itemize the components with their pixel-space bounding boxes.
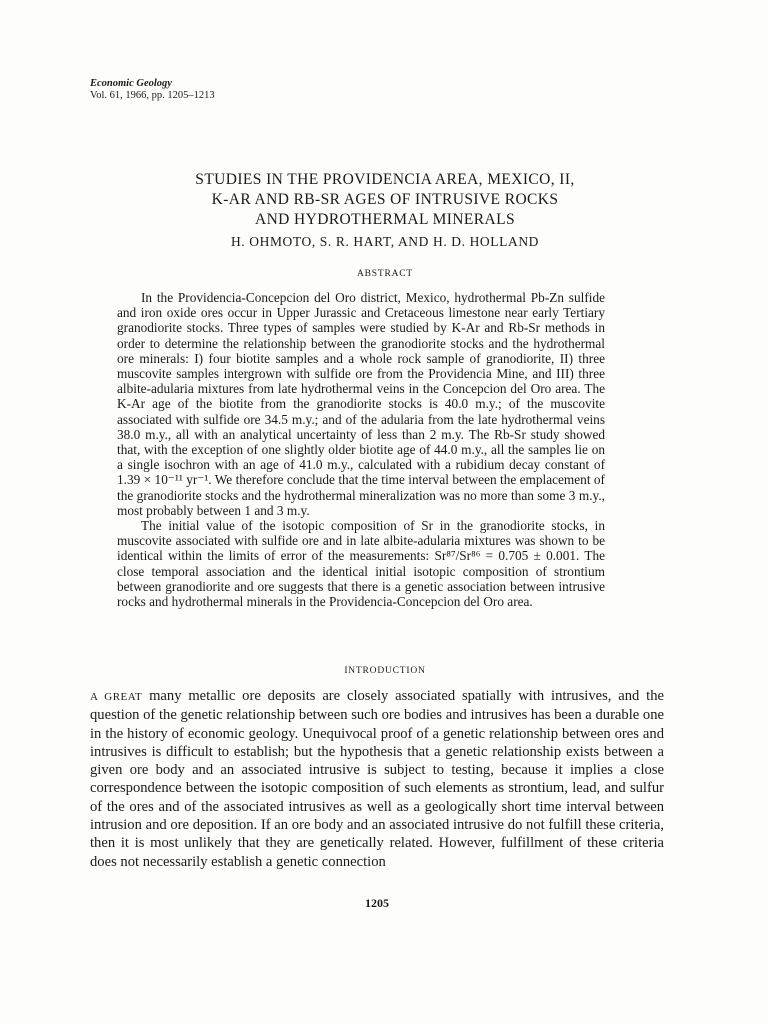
title-line-1: STUDIES IN THE PROVIDENCIA AREA, MEXICO, II, bbox=[195, 171, 575, 188]
abstract-body bbox=[117, 290, 605, 609]
paper-authors: H. OHMOTO, S. R. HART, AND H. D. HOLLAND bbox=[230, 234, 540, 249]
page-number: 1205 bbox=[365, 896, 389, 910]
introduction-body bbox=[90, 687, 664, 871]
abstract-heading: ABSTRACT bbox=[356, 269, 414, 279]
introduction-lead-words: A GREAT bbox=[90, 691, 143, 703]
journal-citation bbox=[90, 78, 215, 102]
title-line-3: AND HYDROTHERMAL MINERALS bbox=[254, 211, 515, 228]
introduction-paragraph bbox=[90, 687, 664, 871]
title-line-2: K-AR AND RB-SR AGES OF INTRUSIVE ROCKS bbox=[211, 191, 559, 208]
abstract-paragraph-1: In the Providencia-Concepcion del Oro district, Mexico, hydrothermal Pb-Zn sulfide and iron oxide ores occur in Upper Jurassic and Cretaceous limestone near early Tertiary granodiorite stocks. Three types of samples were studied by K-Ar and Rb-Sr methods in order to determine the relationship between the granodiorite stocks and the hydrothermal ore minerals: I) four biotite samples and a whole rock sample of granodiorite, II) three muscovite samples intergrown with sulfide ore from the Providencia Mine, and III) three albite-adularia mixtures from late hydrothermal veins in the Concepcion del Oro area. The K-Ar age of the biotite from the granodiorite stocks is 40.0 m.y.; of the muscovite associated with sulfide ore 34.5 m.y.; and of the adularia from the late hydrothermal veins 38.0 m.y., all with an analytical uncertainty of less than 2 m.y. The Rb-Sr study showed that, with the exception of one slightly older biotite age of 44.0 m.y., all the samples lie on a single isochron with an age of 41.0 m.y., calculated with a rubidium decay constant of 1.39 × 10⁻¹¹ yr⁻¹. We therefore conclude that the time interval between the emplacement of the granodiorite stocks and the hydrothermal mineralization was no more than some 3 m.y., most probably between 1 and 3 m.y. bbox=[117, 290, 605, 518]
introduction-text: many metallic ore deposits are closely associated spatially with intrusives, and the question of the genetic relationship between such ore bodies and intrusives has been a durable one in the history of economic geology. Unequivocal proof of a genetic relationship between ores and intrusives is difficult to establish; but the hypothesis that a genetic relationship exists between a given ore body and an associated intrusive is subject to testing, because it implies a close correspondence between the isotopic composition of such elements as strontium, lead, and sulfur of the ores and of the associated intrusives as well as a geologically short time interval between intrusion and ore deposition. If an ore body and an associated intrusive do not fulfill these criteria, then it is most unlikely that they are genetically related. However, fulfillment of these criteria does not necessarily establish a genetic connection bbox=[90, 688, 665, 870]
journal-volume: Vol. 61, 1966, pp. 1205–1213 bbox=[90, 90, 215, 101]
introduction-heading: INTRODUCTION bbox=[344, 666, 426, 676]
journal-name: Economic Geology bbox=[90, 78, 172, 89]
paper-title bbox=[90, 170, 680, 230]
abstract-paragraph-2: The initial value of the isotopic composition of Sr in the granodiorite stocks, in muscovite associated with sulfide ore and in late albite-adularia mixtures was shown to be identical within the limits of error of the measurements: Sr⁸⁷/Sr⁸⁶ = 0.705 ± 0.001. The close temporal association and the identical initial isotopic composition of strontium between granodiorite and ore suggests that there is a genetic association between intrusive rocks and hydrothermal minerals in the Providencia-Concepcion del Oro area. bbox=[117, 518, 605, 610]
